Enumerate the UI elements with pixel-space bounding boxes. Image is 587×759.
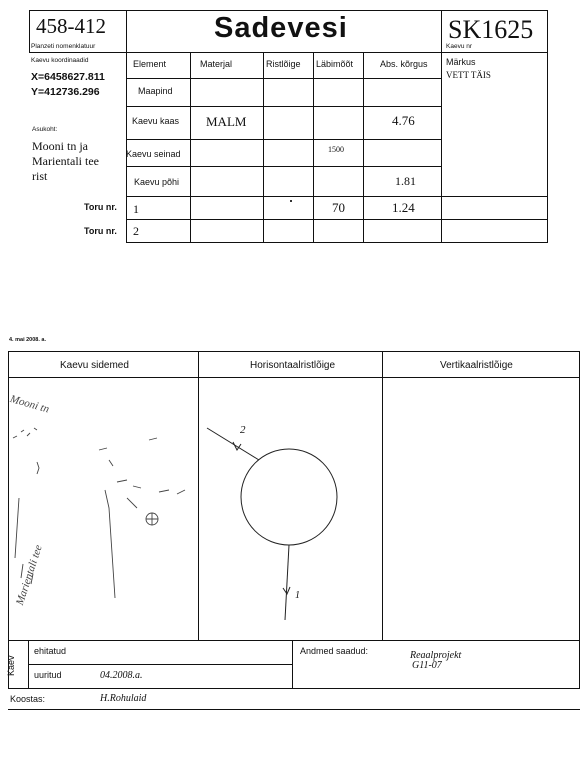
col-labimoot: Läbimõõt: [316, 59, 354, 69]
date-note: 4. mai 2008. a.: [9, 337, 46, 343]
plan-view-sketch: [199, 378, 382, 640]
row-element: Kaevu põhi: [134, 177, 180, 187]
pipe-abs: 1.24: [392, 200, 415, 215]
col-ristloige: Ristlõige: [266, 59, 301, 69]
row-labimoot: 1500: [328, 145, 344, 154]
pipe-nr: 1: [133, 202, 139, 216]
pipe-labimoot: 70: [332, 200, 345, 215]
col-abs: Abs. kõrgus: [380, 59, 428, 69]
row-element: Maapind: [138, 86, 173, 96]
sketch-header-2: Horisontaalristlõige: [250, 360, 336, 371]
pipe-nr: 2: [133, 224, 139, 238]
location-line-3: rist: [32, 169, 48, 183]
col-markus: Märkus: [446, 57, 476, 67]
location-line-2: Marientali tee: [32, 154, 99, 168]
koostas-value: H.Rohulaid: [100, 693, 147, 704]
coord-y: Y=412736.296: [31, 86, 100, 98]
row-element: Kaevu seinad: [126, 149, 181, 159]
pipe-label: Toru nr.: [84, 202, 117, 212]
street-name-1: Mooni tn: [8, 393, 51, 416]
row-materjal: MALM: [206, 114, 247, 129]
pipe-label: Toru nr.: [84, 226, 117, 236]
coords-label: Kaevu koordinaadid: [31, 57, 89, 64]
sketch-header-3: Vertikaalristlõige: [440, 360, 513, 371]
location-sketch: [9, 378, 198, 640]
uuritud-label: uuritud: [34, 670, 62, 680]
col-element: Element: [133, 59, 167, 69]
kaev-label: Kaev: [6, 655, 16, 676]
location-label: Asukoht:: [32, 126, 58, 133]
koostas-label: Koostas:: [10, 694, 46, 704]
pipe-out-label: 1: [295, 590, 300, 601]
plan-label: Planzeti nomenklatuur: [31, 43, 96, 50]
pipe-in-label: 2: [240, 424, 246, 436]
well-code: SK1625: [448, 15, 534, 44]
andmed-value-2: G11-07: [412, 660, 442, 671]
plan-number: 458-412: [36, 14, 106, 38]
note-value: VETT TÄIS: [446, 70, 491, 80]
andmed-label: Andmed saadud:: [300, 646, 369, 656]
street-name-2: Marientali tee: [14, 543, 45, 607]
sketch-header-1: Kaevu sidemed: [60, 360, 129, 371]
coord-x: X=6458627.811: [31, 71, 105, 83]
andmed-value-1: Reaalprojekt: [410, 650, 462, 661]
mark-dot: [290, 200, 292, 202]
uuritud-value: 04.2008.a.: [100, 670, 143, 681]
page-title: Sadevesi: [214, 12, 348, 44]
row-abs: 4.76: [392, 113, 415, 128]
row-abs: 1.81: [395, 174, 416, 188]
well-code-label: Kaevu nr: [446, 43, 473, 50]
row-element: Kaevu kaas: [132, 116, 180, 126]
ehitatud-label: ehitatud: [34, 646, 67, 656]
location-line-1: Mooni tn ja: [32, 139, 88, 153]
col-materjal: Materjal: [200, 59, 233, 69]
